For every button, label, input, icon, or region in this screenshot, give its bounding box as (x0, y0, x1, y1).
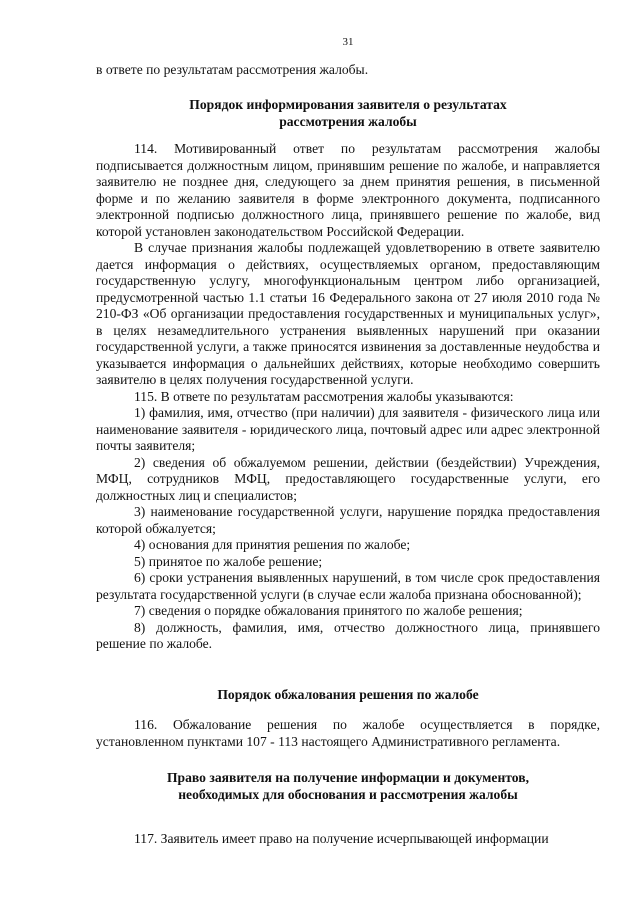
list-item-5: 5) принятое по жалобе решение; (134, 553, 323, 569)
list-item-2: 2) сведения об обжалуемом решении, действии (бездействии) Учреждения, МФЦ, сотрудников МФЦ, предоставляющего государственные услуги, его должностных лиц и специалистов; (96, 454, 600, 503)
heading-rights-line-2: необходимых для обоснования и рассмотрения жалобы (178, 786, 518, 802)
heading-informing-line-1: Порядок информирования заявителя о результатах (189, 97, 507, 112)
heading-rights-line-1: Право заявителя на получение информации и документов, (166, 770, 529, 785)
section-114 (96, 141, 600, 653)
list-item-4: 4) основания для принятия решения по жалобе; (134, 537, 411, 552)
heading-appeal (96, 687, 600, 704)
list-item-3: 3) наименование государственной услуги, нарушение порядка предоставления которой обжалуется; (96, 504, 600, 536)
heading-rights (96, 770, 600, 803)
paragraph-116: 116. Обжалование решения по жалобе осуществляется в порядке, установленном пунктами 107 - 113 настоящего Административного регламента. (96, 717, 600, 749)
page-number: 31 (342, 36, 354, 48)
paragraph-114: 114. Мотивированный ответ по результатам рассмотрения жалобы подписывается должностным лицом, принявшим решение по жалобе, и направляется заявителю не позднее дня, следующего за днем принятия решения, в письменной форме и по желанию заявителя в форме электронного документа, подписанного электронной подписью должностного лица, принявшего решение по жалобе, вид которой установлен законодательством Российской Федерации. (96, 141, 600, 239)
paragraph-117: 117. Заявитель имеет право на получение исчерпывающей информации (134, 831, 549, 846)
list-item-7: 7) сведения о порядке обжалования принятого по жалобе решения; (134, 603, 523, 618)
heading-informing (96, 97, 600, 130)
intro-text (96, 62, 600, 79)
list-item-1: 1) фамилия, имя, отчество (при наличии) для заявителя - физического лица или наименование заявителя - юридического лица, почтовый адрес или адрес электронной почты заявителя; (96, 405, 600, 453)
list-item-6: 6) сроки устранения выявленных нарушений, в том числе срок предоставления результата государственной услуги (в случае если жалоба признана обоснованной); (96, 570, 600, 602)
paragraph-115: 115. В ответе по результатам рассмотрения жалобы указываются: (134, 388, 514, 404)
heading-informing-line-2: рассмотрения жалобы (279, 113, 417, 129)
paragraph-114-satisfaction: В случае признания жалобы подлежащей удовлетворению в ответе заявителю дается информация о действиях, осуществляемых органом, предоставляющим государственную услугу, многофункциональным центром либо организацией, предусмотренной частью 1.1 статьи 16 Федерального закона от 27 июля 2010 года № 210-ФЗ «Об организации предоставления государственных и муниципальных услуг», в целях незамедлительного устранения выявленных нарушений при оказании государственной услуги, а также приносятся извинения за доставленные неудобства и указывается информация о дальнейших действиях, которые необходимо совершить заявителю в целях получения государственной услуги. (96, 240, 600, 387)
section-117 (96, 831, 600, 848)
intro-line: в ответе по результатам рассмотрения жалобы. (96, 62, 369, 77)
heading-appeal-line: Порядок обжалования решения по жалобе (217, 687, 479, 702)
list-item-8: 8) должность, фамилия, имя, отчество должностного лица, принявшего решение по жалобе. (96, 619, 600, 651)
section-116 (96, 717, 600, 750)
